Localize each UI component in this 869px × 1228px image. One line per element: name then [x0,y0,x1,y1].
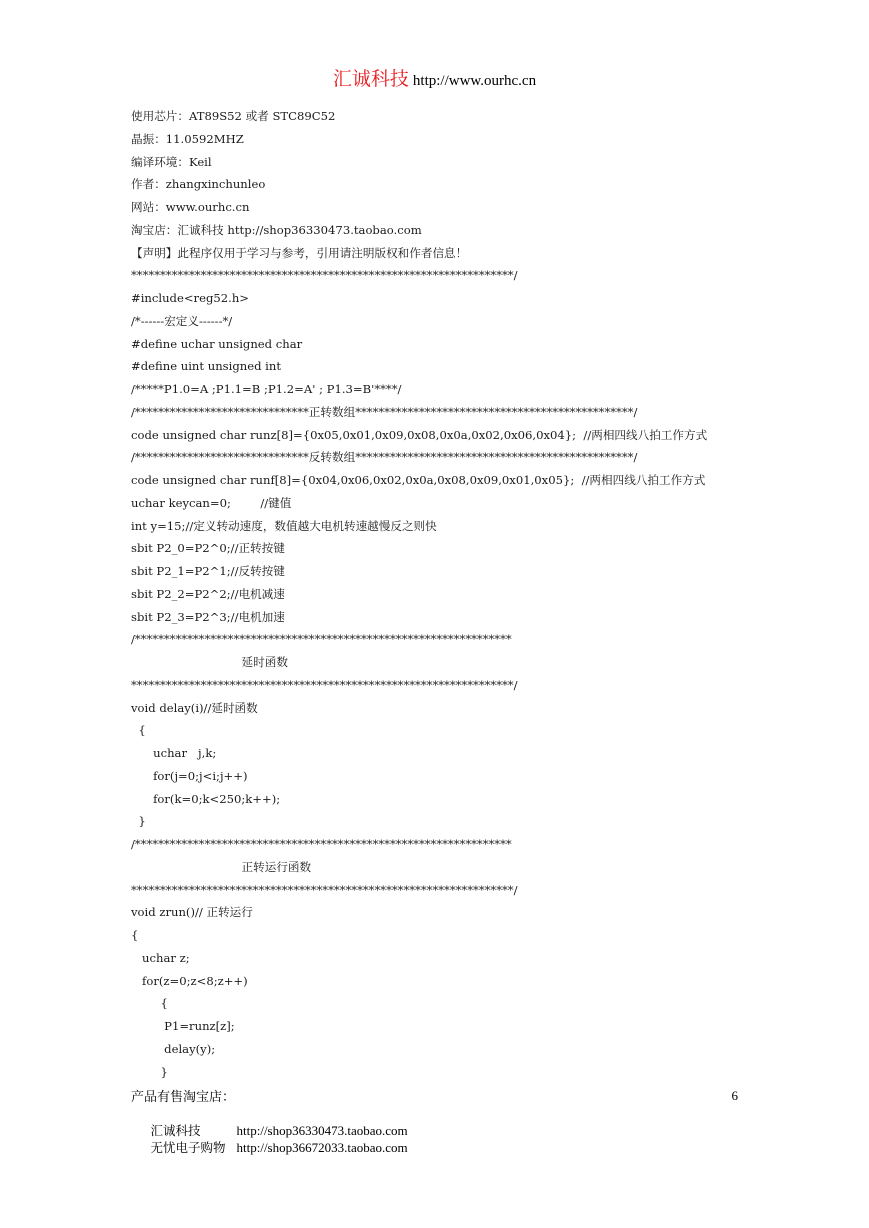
code-line: void zrun()// 正转运行 [131,905,253,920]
code-block [131,105,751,1083]
code-line: ******************************************************************/ [131,882,518,897]
code-line: /***************************************************************** [131,837,512,851]
code-line: /******************************正转数组************************************************/ [131,404,638,419]
code-line: P1=runz[z]; [131,1019,235,1033]
code-line: { [131,996,168,1011]
code-line: /*------宏定义------*/ [131,313,233,328]
code-line: #include<reg52.h> [131,291,249,305]
code-line: 作者：zhangxinchunleo [131,177,266,192]
page-number: 6 [731,1088,738,1103]
code-line: #define uchar unsigned char [131,336,303,351]
code-line: uchar z; [131,950,190,965]
code-line: 编译环境：Keil [131,154,212,169]
code-line: 使用芯片：AT89S52 或者 STC89C52 [131,109,336,123]
code-line: for(k=0;k<250;k++); [131,791,281,806]
code-line: } [131,1064,168,1079]
store-name: 汇诚科技 [150,1123,201,1138]
footer-title: 产品有售淘宝店： [131,1089,236,1104]
code-line: sbit P2_1=P2^1;//反转按键 [131,564,285,578]
footer-store-1 [131,1105,738,1138]
code-line: code unsigned char runf[8]={0x04,0x06,0x02,0x0a,0x08,0x09,0x01,0x05}; //两相四线八拍工作方式 [131,473,706,487]
page-header [0,64,869,91]
code-line: { [131,928,139,942]
code-line: uchar j,k; [131,746,217,760]
code-line: sbit P2_0=P2^0;//正转按键 [131,541,285,556]
code-line: sbit P2_3=P2^3;//电机加速 [131,609,285,624]
code-line: ******************************************************************/ [131,677,518,692]
page-footer [131,1088,738,1155]
code-line: /******************************反转数组************************************************/ [131,450,638,465]
code-line: 正转运行函数 [131,859,312,874]
code-line: for(z=0;z<8;z++) [131,973,248,988]
code-line: } [131,814,146,829]
code-line: uchar keycan=0; //键值 [131,495,292,510]
code-line: int y=15;//定义转动速度，数值越大电机转速越慢反之则快 [131,518,437,533]
store-link[interactable]: http://shop36330473.taobao.com [236,1123,408,1138]
code-line: sbit P2_2=P2^2;//电机减速 [131,586,285,601]
code-line: 晶振：11.0592MHZ [131,131,244,146]
code-line: for(j=0;j<i;j++) [131,768,248,783]
header-url: http://www.ourhc.cn [412,73,537,89]
code-line: /*****P1.0=A ;P1.1=B ;P1.2=A' ; P1.3=B'****/ [131,382,402,396]
store-link[interactable]: http://shop36672033.taobao.com [236,1140,408,1155]
code-line: 延时函数 [131,655,288,669]
code-line: #define uint unsigned int [131,359,282,374]
brand-name: 汇诚科技 [332,68,409,90]
code-line: /***************************************************************** [131,632,512,647]
code-line: 网站：www.ourhc.cn [131,200,250,214]
code-line: 【声明】此程序仅用于学习与参考，引用请注明版权和作者信息！ [131,245,468,260]
code-line: 淘宝店：汇诚科技 http://shop36330473.taobao.com [131,222,422,237]
code-line: void delay(i)//延时函数 [131,700,258,715]
code-line: delay(y); [131,1041,216,1056]
code-line: code unsigned char runz[8]={0x05,0x01,0x09,0x08,0x0a,0x02,0x06,0x04}; //两相四线八拍工作方式 [131,427,708,442]
code-line: { [131,723,146,738]
code-line: ******************************************************************/ [131,268,518,283]
store-name: 无忧电子购物 [150,1140,226,1155]
